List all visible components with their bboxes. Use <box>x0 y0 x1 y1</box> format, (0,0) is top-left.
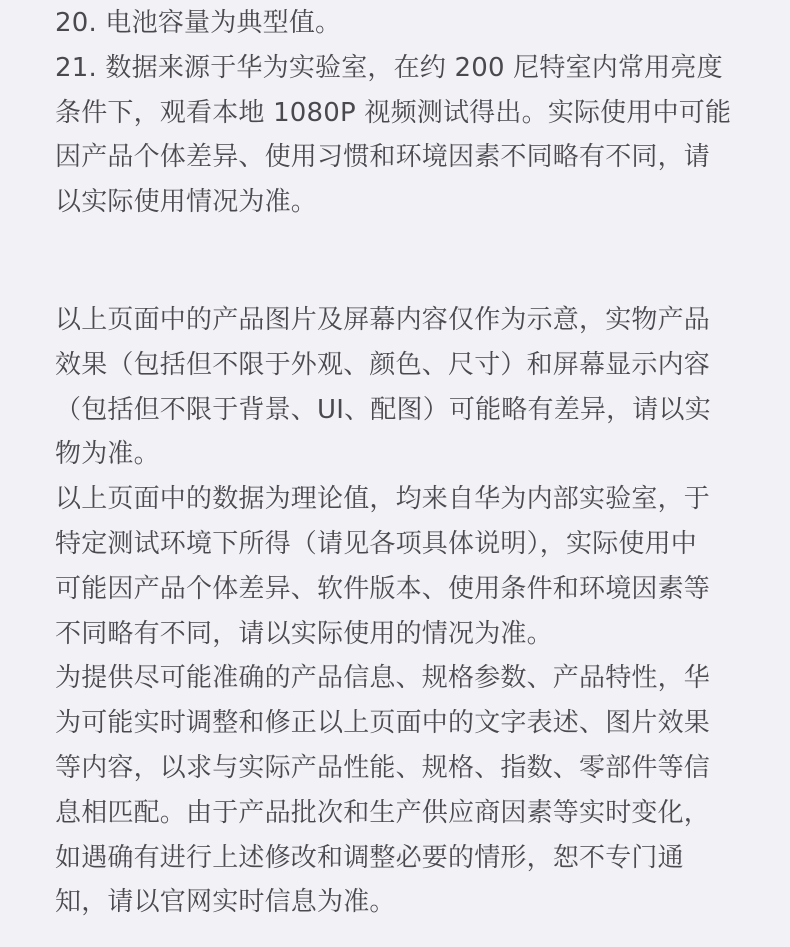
data-disclaimer-line: 不同略有不同，请以实际使用的情况为准。 <box>55 618 553 649</box>
note-21-line: 条件下，观看本地 1080P 视频测试得出。实际使用中可能 <box>55 97 732 128</box>
disclaimer-block <box>55 297 750 925</box>
section-spacer <box>55 225 750 297</box>
update-disclaimer-line: 知，请以官网实时信息为准。 <box>55 887 396 918</box>
numbered-notes <box>55 0 750 225</box>
note-20-line: 20. 电池容量为典型值。 <box>55 8 342 38</box>
update-disclaimer-line: 为可能实时调整和修正以上页面中的文字表述、图片效果 <box>55 708 711 739</box>
update-disclaimer-line: 等内容，以求与实际产品性能、规格、指数、零部件等信 <box>55 752 711 783</box>
image-disclaimer-line: （包括但不限于背景、UI、配图）可能略有差异，请以实 <box>55 394 711 425</box>
update-disclaimer-line: 息相匹配。由于产品批次和生产供应商因素等实时变化， <box>55 797 711 828</box>
update-disclaimer-line: 如遇确有进行上述修改和调整必要的情形，恕不专门通 <box>55 842 684 873</box>
note-21-line: 21. 数据来源于华为实验室，在约 200 尼特室内常用亮度 <box>55 52 723 83</box>
image-disclaimer-line: 物为准。 <box>55 439 160 470</box>
image-disclaimer-line: 以上页面中的产品图片及屏幕内容仅作为示意，实物产品 <box>55 304 711 335</box>
update-disclaimer-line: 为提供尽可能准确的产品信息、规格参数、产品特性，华 <box>55 663 711 694</box>
note-21-line: 以实际使用情况为准。 <box>55 187 318 218</box>
note-21-line: 因产品个体差异、使用习惯和环境因素不同略有不同，请 <box>55 142 711 173</box>
data-disclaimer-line: 特定测试环境下所得（请见各项具体说明），实际使用中 <box>55 528 698 559</box>
data-disclaimer-line: 以上页面中的数据为理论值，均来自华为内部实验室，于 <box>55 484 711 515</box>
data-disclaimer-line: 可能因产品个体差异、软件版本、使用条件和环境因素等 <box>55 573 711 604</box>
image-disclaimer-line: 效果（包括但不限于外观、颜色、尺寸）和屏幕显示内容 <box>55 349 711 380</box>
